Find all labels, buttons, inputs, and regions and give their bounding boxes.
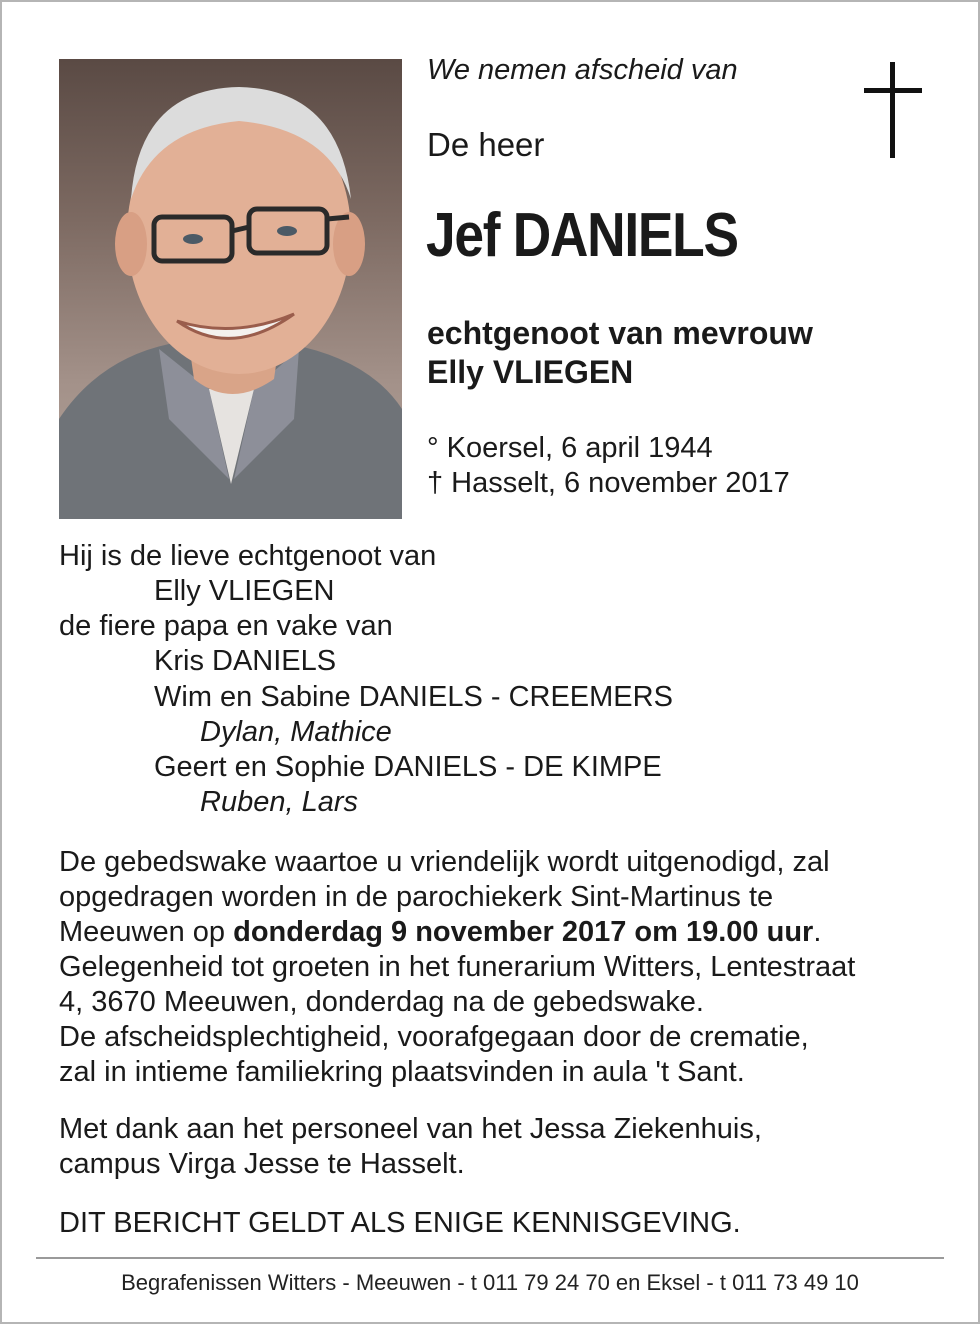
thanks-line: campus Virga Jesse te Hasselt. [59, 1148, 465, 1180]
portrait-photo [59, 59, 402, 519]
wake-line: Gelegenheid tot groeten in het funerarium Witters, Lentestraat [59, 951, 856, 983]
family-line: Elly VLIEGEN [154, 575, 335, 607]
family-line: Geert en Sophie DANIELS - DE KIMPE [154, 751, 662, 783]
thanks-paragraph [59, 1112, 762, 1182]
intro-text: We nemen afscheid van [427, 54, 738, 86]
wake-line: Meeuwen op donderdag 9 november 2017 om 19.00 uur. [59, 916, 822, 948]
family-line: Hij is de lieve echtgenoot van [59, 540, 437, 572]
cross-icon [864, 62, 922, 158]
death-info: † Hasselt, 6 november 2017 [427, 467, 790, 499]
family-line: Wim en Sabine DANIELS - CREEMERS [154, 681, 673, 713]
thanks-line: Met dank aan het personeel van het Jessa Ziekenhuis, [59, 1113, 762, 1145]
family-line: Ruben, Lars [200, 786, 358, 818]
wake-date: donderdag 9 november 2017 om 19.00 uur [233, 916, 814, 948]
divider [36, 1257, 944, 1259]
wake-line: opgedragen worden in de parochiekerk Sint-Martinus te [59, 881, 774, 913]
family-line: Dylan, Mathice [200, 716, 392, 748]
portrait-illustration [59, 59, 402, 519]
wake-line: De gebedswake waartoe u vriendelijk wordt uitgenodigd, zal [59, 846, 830, 878]
wake-line: De afscheidsplechtigheid, voorafgegaan door de crematie, [59, 1021, 809, 1053]
wake-line: 4, 3670 Meeuwen, donderdag na de gebedswake. [59, 986, 704, 1018]
notice-text: DIT BERICHT GELDT ALS ENIGE KENNISGEVING. [59, 1207, 741, 1239]
footer-contact: Begrafenissen Witters - Meeuwen - t 011 79 24 70 en Eksel - t 011 73 49 10 [121, 1270, 859, 1295]
birth-info: ° Koersel, 6 april 1944 [427, 432, 713, 464]
honorific: De heer [427, 126, 545, 163]
spouse-line-1: echtgenoot van mevrouw [427, 315, 813, 351]
deceased-name: Jef DANIELS [426, 201, 738, 270]
spouse-line-2: Elly VLIEGEN [427, 354, 634, 390]
family-line: Kris DANIELS [154, 645, 337, 677]
family-line: de fiere papa en vake van [59, 610, 393, 642]
wake-paragraph [59, 845, 855, 1090]
wake-line: zal in intieme familiekring plaatsvinden in aula 't Sant. [59, 1056, 745, 1088]
